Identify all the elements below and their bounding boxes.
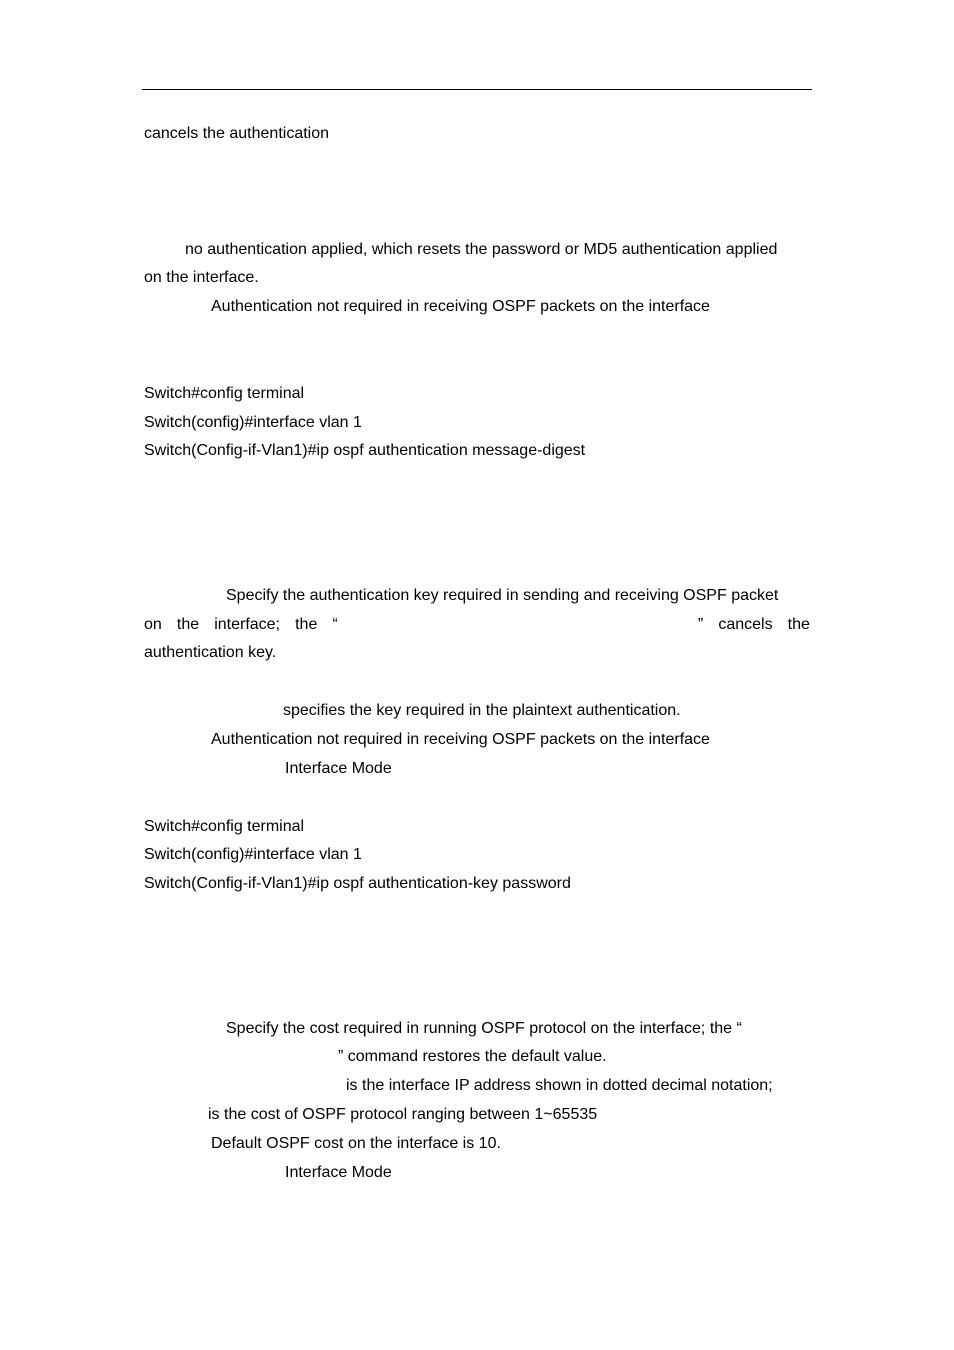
function-description-line3: authentication key. <box>144 644 277 661</box>
default-description-line2: on the interface. <box>144 269 259 286</box>
word: the <box>295 616 318 633</box>
cancel-authentication-text: cancels the authentication <box>144 125 330 142</box>
word: the <box>176 616 200 633</box>
command-mode: Interface Mode <box>285 1164 392 1181</box>
example-command-line: Switch(Config-if-Vlan1)#ip ospf authentication-key password <box>144 875 571 892</box>
header-rule <box>142 89 812 90</box>
default-description: Default OSPF cost on the interface is 10. <box>211 1135 501 1152</box>
default-description: Authentication not required in receiving OSPF packets on the interface <box>211 731 710 748</box>
example-command-line: Switch#config terminal <box>144 385 305 402</box>
parameter-description-line2: is the cost of OSPF protocol ranging between 1~65535 <box>208 1106 598 1123</box>
example-command-line: Switch(config)#interface vlan 1 <box>144 846 362 863</box>
parameter-description: specifies the key required in the plaintext authentication. <box>283 702 681 719</box>
function-description-line1: Specify the cost required in running OSPF protocol on the interface; the “ <box>226 1020 742 1037</box>
parameter-description-line1: is the interface IP address shown in dotted decimal notation; <box>346 1077 773 1094</box>
function-description-line2: ” command restores the default value. <box>338 1048 607 1065</box>
word: interface; <box>214 616 281 633</box>
close-quote: ” <box>697 616 704 633</box>
open-quote: “ <box>332 616 338 633</box>
word: on <box>144 616 162 633</box>
word: cancels <box>718 616 773 633</box>
word: the <box>787 616 810 633</box>
command-mode: Interface Mode <box>285 760 392 777</box>
default-description-line1: no authentication applied, which resets the password or MD5 authentication applied <box>185 241 778 258</box>
function-description-line1: Specify the authentication key required in sending and receiving OSPF packet <box>226 587 779 604</box>
example-command-line: Switch#config terminal <box>144 818 305 835</box>
example-command-line: Switch(Config-if-Vlan1)#ip ospf authentication message-digest <box>144 442 586 459</box>
function-description-line2 <box>144 615 810 635</box>
usage-guide-text: Authentication not required in receiving OSPF packets on the interface <box>211 298 710 315</box>
example-command-line: Switch(config)#interface vlan 1 <box>144 414 362 431</box>
blank-gap <box>353 615 683 635</box>
